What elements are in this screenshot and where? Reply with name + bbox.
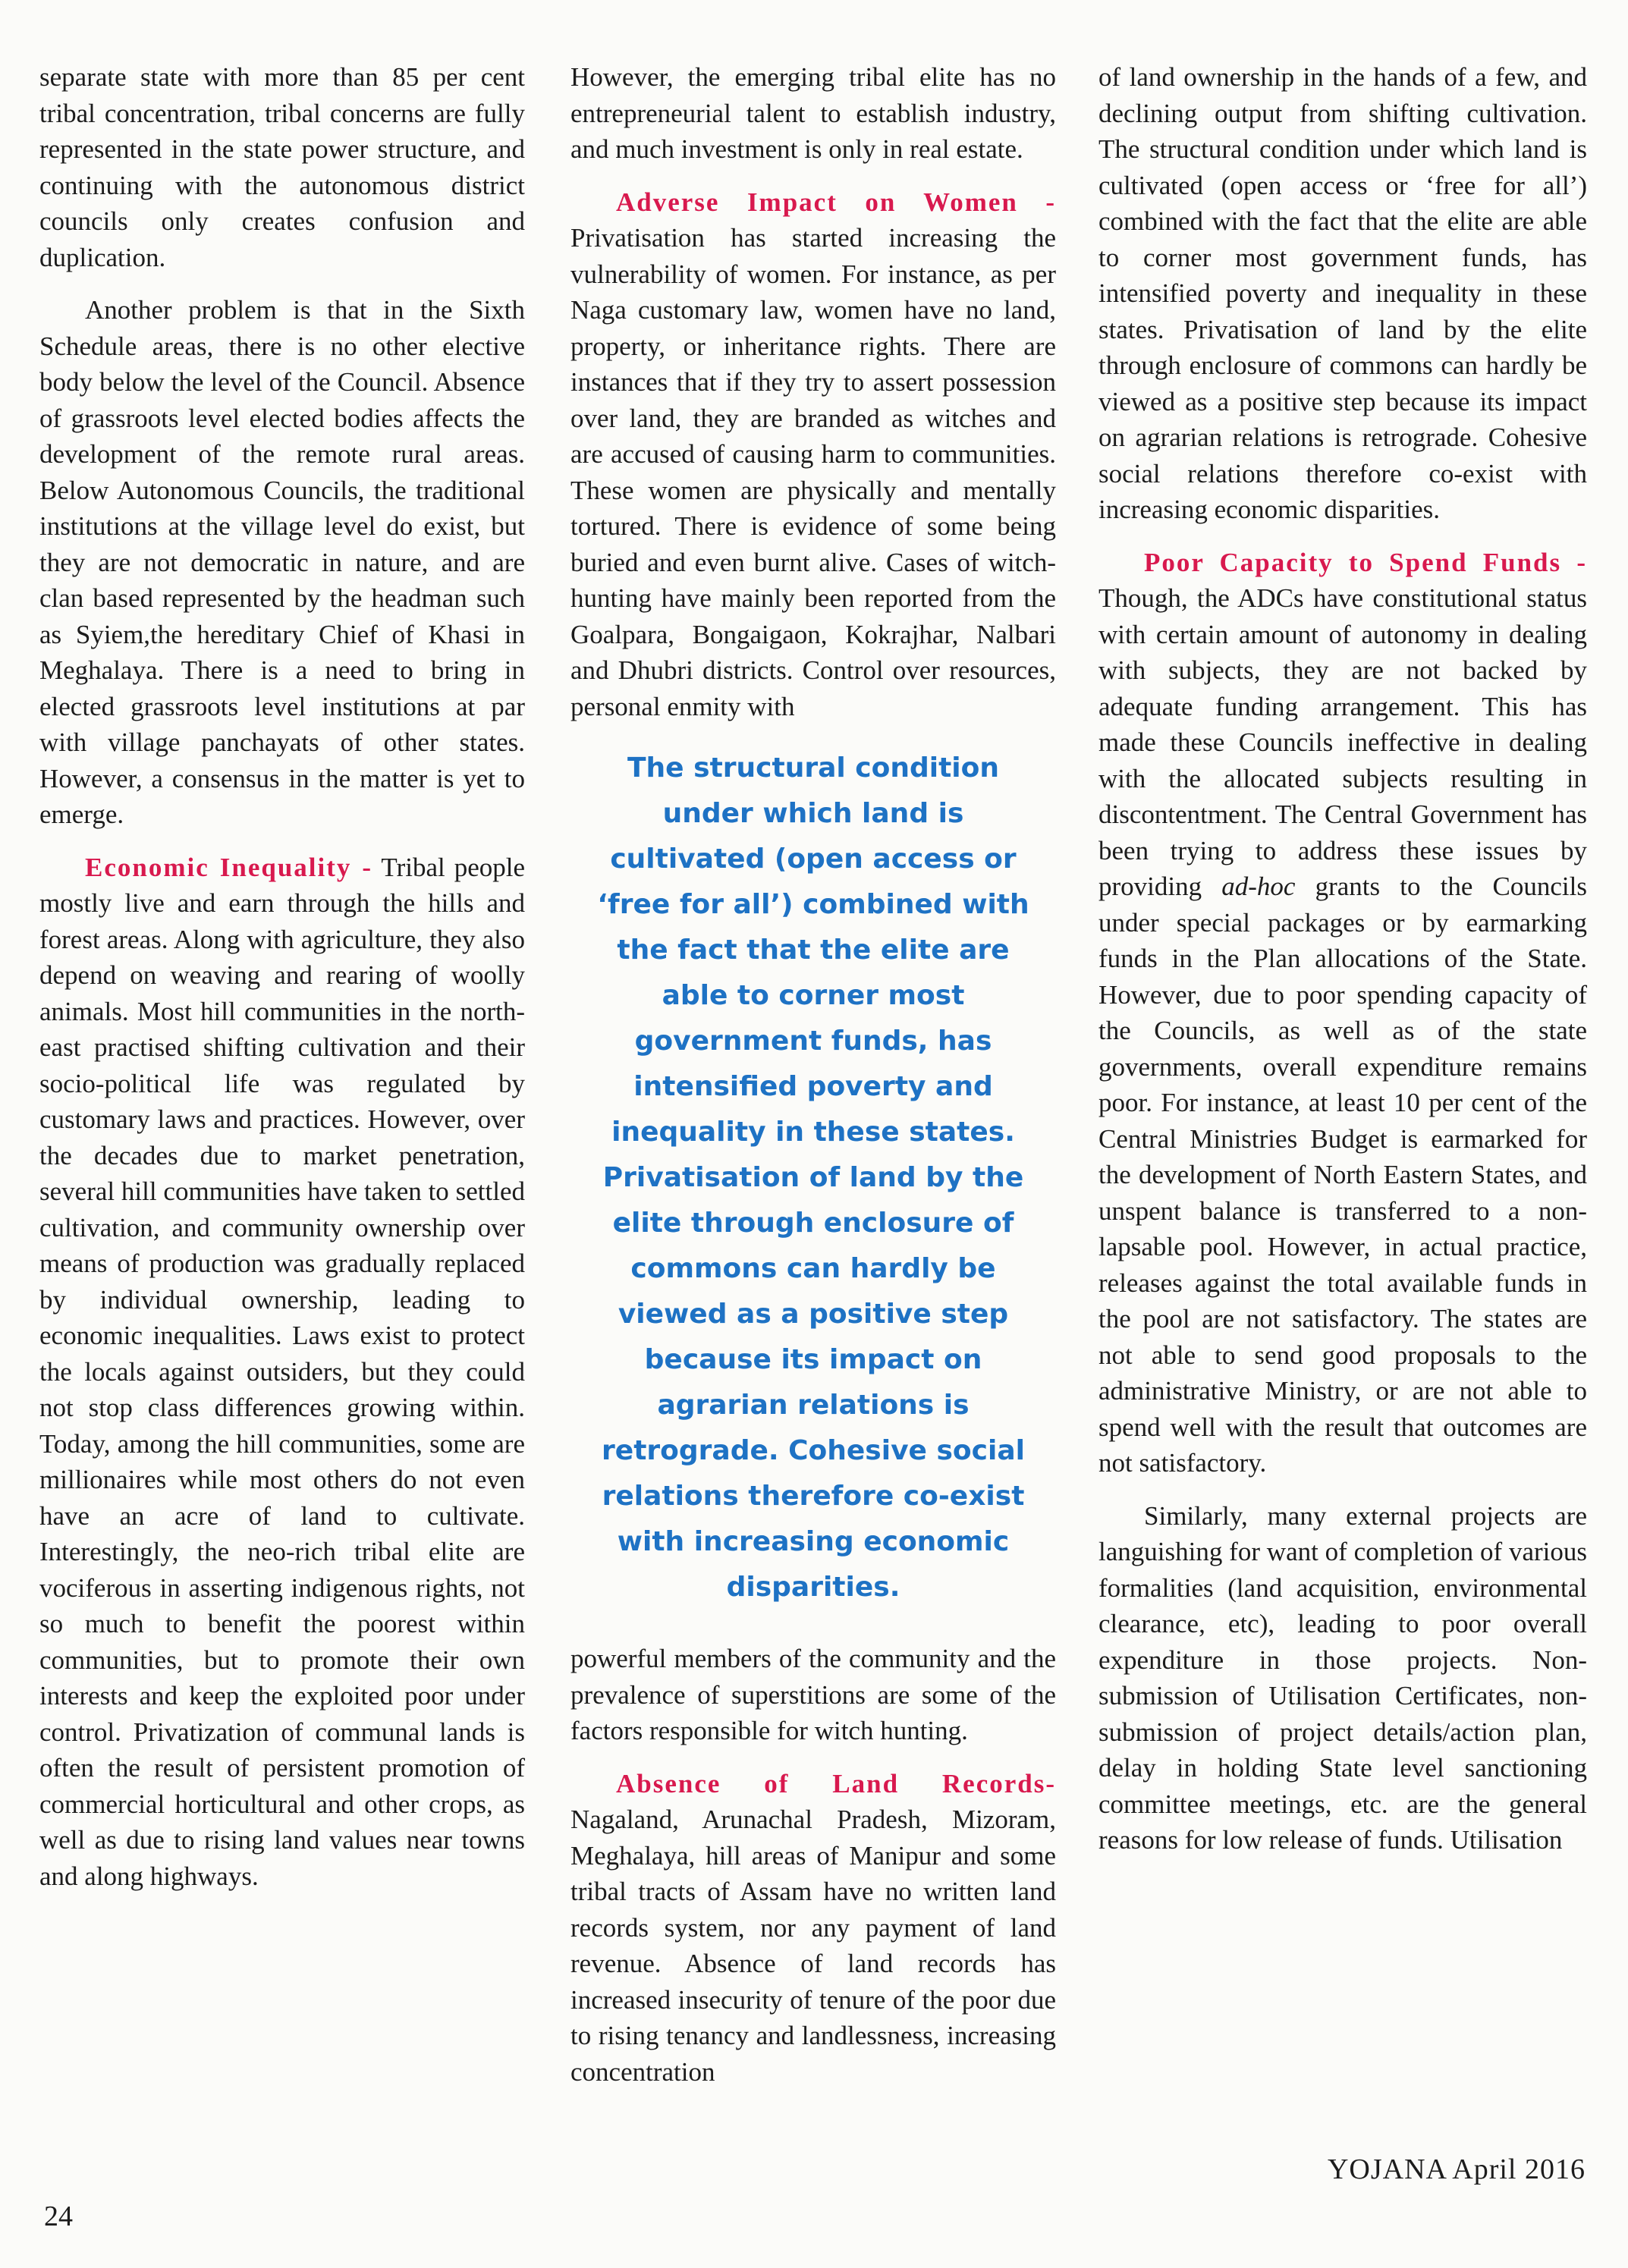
paragraph-text: Tribal people mostly live and earn through the hills and forest areas. Along with agriculture, they also depend on weaving and rearing of woolly animals. Most hill communities in the north-east practised shifting cultivation and their socio-political life was regulated by customary laws and practices. However, over the decades due to market penetration, several hill communities have taken to settled cultivation, and community ownership over means of production was gradually replaced by individual ownership, leading to economic inequalities. Laws exist to protect the locals against outsiders, but they could not stop class differences growing within. Today, among the hill communities, some are millionaires while most others do not even have an acre of land to cultivate. Interestingly, the neo-rich tribal elite are vociferous in asserting indigenous rights, not so much to benefit the poorest within communities, but to promote their own interests and keep the exploited poor under control. Privatization of communal lands is often the result of persistent promotion of commercial horticultural and other crops, as well as due to rising land values near towns and along highways. — [39, 852, 525, 1891]
section-heading-economic-inequality: Economic Inequality - — [85, 852, 373, 882]
section-heading-poor-capacity-to-spend-funds: Poor Capacity to Spend Funds - — [1144, 547, 1587, 577]
paragraph-poor-capacity — [1098, 545, 1587, 1481]
paragraph: of land ownership in the hands of a few, and declining output from shifting cultivation. The structural condition under which land is cultivated (open access or ‘free for all’) combined with the fact that the elite are able to corner most government funds, has intensified poverty and inequality in these states. Privatisation of land by the elite through enclosure of commons can hardly be viewed as a positive step because its impact on agrarian relations is retrograde. Cohesive social relations therefore co-exist with increasing economic disparities. — [1098, 62, 1587, 524]
column-3 — [1098, 59, 1587, 1875]
paragraph-economic-inequality — [39, 850, 525, 1895]
page-number: 24 — [44, 2200, 73, 2232]
paragraph-text: Privatisation has started increasing the vulnerability of women. For instance, as per Naga customary law, women have no land, property, or inheritance rights. There are instances that if they try to assert possession over land, they are branded as witches and are accused of causing harm to communities. These women are physically and mentally tortured. There is evidence of some being buried and even burnt alive. Cases of witch-hunting have mainly been reported from the Goalpara, Bongaigaon, Kokrajhar, Nalbari and Dhubri districts. Control over resources, personal enmity with — [570, 223, 1056, 721]
paragraph: However, the emerging tribal elite has no entrepreneurial talent to establish industry, and much investment is only in real estate. — [570, 62, 1056, 164]
italic-term: ad-hoc — [1221, 872, 1296, 901]
paragraph-land-records — [570, 1766, 1056, 2091]
paragraph-text: Nagaland, Arunachal Pradesh, Mizoram, Meghalaya, hill areas of Manipur and some tribal tracts of Assam have no written land records system, nor any payment of land revenue. Absence of land records has increased insecurity of tenure of the poor due to rising tenancy and landlessness, increasing concentration — [570, 1805, 1056, 2087]
paragraph: powerful members of the community and the prevalence of superstitions are some of the factors responsible for witch hunting. — [570, 1644, 1056, 1745]
paragraph: Similarly, many external projects are languishing for want of completion of various formalities (land acquisition, environmental clearance, etc), leading to poor overall expenditure in those projects. Non-submission of Utilisation Certificates, non-submission of project details/action plan, delay in holding State level sanctioning committee meetings, etc. are the general reasons for low release of funds. Utilisation — [1098, 1500, 1587, 1855]
magazine-footer: YOJANA April 2016 — [1327, 2153, 1586, 2185]
paragraph: Another problem is that in the Sixth Schedule areas, there is no other elective body below the level of the Council. Absence of grassroots level elected bodies affects the development of the remote rural areas. Below Autonomous Councils, the traditional institutions at the village level do exist, but they are not democratic in nature, and are clan based represented by the headman such as Syiem,the hereditary Chief of Khasi in Meghalaya. There is a need to bring in elected grassroots level institutions at par with village panchayats of other states. However, a consensus in the matter is yet to emerge. — [39, 295, 525, 829]
paragraph: separate state with more than 85 per cent tribal concentration, tribal concerns are fully represented in the state power structure, and continuing with the autonomous district councils only creates confusion and duplication. — [39, 62, 525, 272]
section-heading-adverse-impact-on-women: Adverse Impact on Women - — [616, 187, 1056, 217]
paragraph-text: Though, the ADCs have constitutional status with certain amount of autonomy in dealing with subjects, they are not backed by adequate funding arrangement. This has made these Councils ineffective in dealing with the allocated subjects resulting in discontentment. The Central Government has been trying to address these issues by providing — [1098, 583, 1587, 901]
pull-quote: The structural condition under which land is cultivated (open access or ‘free for all’) combined with the fact that the elite are able to corner most government funds, has intensified poverty and inequality in these states. Privatisation of land by the elite through enclosure of commons can hardly be viewed as a positive step because its impact on agrarian relations is retrograde. Cohesive social relations therefore co-exist with increasing economic disparities. — [597, 752, 1029, 1603]
column-2 — [570, 59, 1056, 2106]
paragraph-text: grants to the Councils under special packages or by earmarking funds in the Plan allocations of the State. However, due to poor spending capacity of the Councils, as well as of the state governments, overall expenditure remains poor. For instance, at least 10 per cent of the Central Ministries Budget is earmarked for the development of North Eastern States, and unspent balance is transferred to a non-lapsable pool. However, in actual practice, releases against the total available funds in the pool are not satisfactory. The states are not able to send good proposals to the administrative Ministry, or are not able to spend well with the result that outcomes are not satisfactory. — [1098, 872, 1587, 1478]
paragraph-adverse-impact — [570, 184, 1056, 725]
section-heading-absence-of-land-records: Absence of Land Records- — [616, 1768, 1056, 1798]
column-1 — [39, 59, 525, 1911]
